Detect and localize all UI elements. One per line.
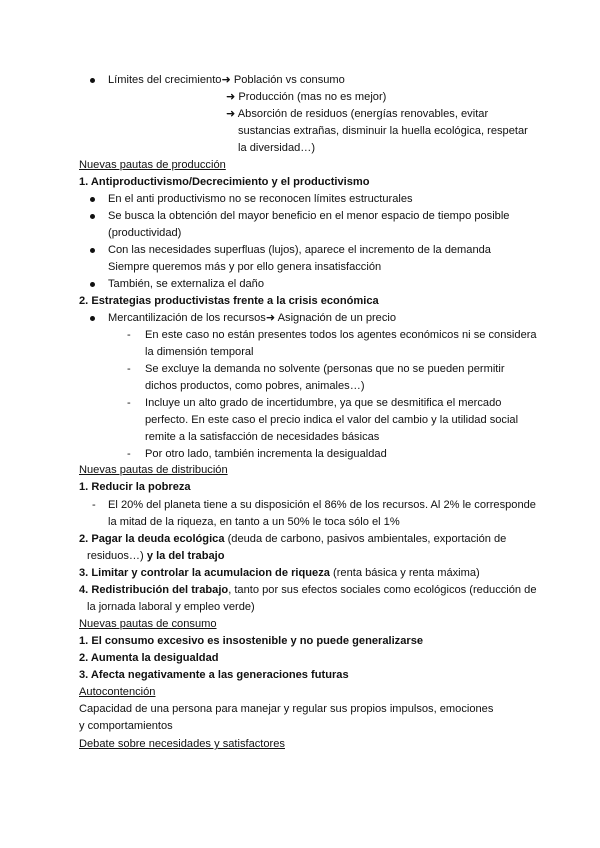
subsection-title: 1. Reducir la pobreza (79, 481, 191, 493)
list-item-bold: y la del trabajo (146, 550, 225, 562)
list-item-bold: 2. Pagar la deuda ecológica (79, 533, 225, 545)
list-item: 3. Afecta negativamente a las generaciones futuras (79, 669, 349, 681)
arrow-icon: ➜ (265, 312, 276, 324)
list-item: Siempre queremos más y por ello genera insatisfacción (108, 261, 382, 273)
list-item (108, 311, 396, 326)
bullet (90, 197, 95, 202)
list-item: la dimensión temporal (145, 346, 254, 358)
limits-item: Absorción de residuos (energías renovables, evitar (237, 108, 489, 120)
list-item: También, se externaliza el daño (108, 278, 265, 290)
list-item: 2. Aumenta la desigualdad (79, 652, 219, 664)
list-item: la jornada laboral y empleo verde) (87, 601, 255, 613)
limits-label: Límites del crecimiento (108, 74, 222, 86)
limits-line: sustancias extrañas, disminuir la huella ecológica, respetar (238, 125, 528, 137)
list-item: perfecto. En este caso el precio indica el valor del cambio y la utilidad social (145, 414, 519, 426)
dash-marker: - (127, 363, 131, 375)
bullet (90, 78, 95, 83)
list-item (79, 583, 537, 598)
subsection-title: 2. Estrategias productivistas frente a la crisis económica (79, 295, 379, 307)
list-item-text: (renta básica y renta máxima) (329, 567, 480, 579)
section-heading: Debate sobre necesidades y satisfactores (79, 738, 285, 750)
paragraph-line: Capacidad de una persona para manejar y regular sus propios impulsos, emociones (79, 703, 494, 715)
list-item: remite a la satisfacción de necesidades básicas (145, 431, 380, 443)
limits-line: la diversidad…) (238, 142, 316, 154)
section-heading: Nuevas pautas de consumo (79, 618, 217, 630)
list-item-text: Asignación de un precio (277, 312, 397, 324)
paragraph-line: y comportamientos (79, 720, 173, 732)
arrow-icon: ➜ (226, 91, 236, 103)
limits-line (108, 73, 345, 88)
list-item: En el anti productivismo no se reconocen límites estructurales (108, 193, 413, 205)
list-item (79, 566, 480, 581)
list-item (79, 532, 506, 547)
list-item: Se busca la obtención del mayor beneficio en el menor espacio de tiempo posible (108, 210, 510, 222)
bullet (90, 282, 95, 287)
list-item: Por otro lado, también incrementa la desigualdad (145, 448, 387, 460)
bullet (90, 248, 95, 253)
arrow-icon: ➜ (226, 108, 236, 120)
list-item: (productividad) (108, 227, 182, 239)
dash-marker: - (127, 397, 131, 409)
list-item: 1. El consumo excesivo es insostenible y no puede generalizarse (79, 635, 424, 647)
list-item: Con las necesidades superfluas (lujos), aparece el incremento de la demanda (108, 244, 491, 256)
list-item: El 20% del planeta tiene a su disposición el 86% de los recursos. Al 2% le corresponde (108, 499, 536, 511)
list-item-text: , tanto por sus efectos sociales como ecológicos (reducción de (228, 584, 537, 596)
limits-line (226, 107, 488, 122)
bullet (90, 316, 95, 321)
dash-marker: - (127, 329, 131, 341)
list-item: la mitad de la riqueza, en tanto a un 50% le toca sólo el 1% (108, 516, 400, 528)
list-item: En este caso no están presentes todos los agentes económicos ni se considera (145, 329, 537, 341)
limits-line (226, 90, 386, 105)
list-item-text: Mercantilización de los recursos (108, 312, 266, 324)
section-heading: Nuevas pautas de producción (79, 159, 226, 171)
list-item: Se excluye la demanda no solvente (personas que no se pueden permitir (145, 363, 505, 375)
list-item: Incluye un alto grado de incertidumbre, ya que se desmitifica el mercado (145, 397, 502, 409)
list-item-bold: 3. Limitar y controlar la acumulacion de riqueza (79, 567, 330, 579)
list-item-text: (deuda de carbono, pasivos ambientales, exportación de (224, 533, 507, 545)
arrow-icon: ➜ (221, 74, 231, 86)
list-item: dichos productos, como pobres, animales…) (145, 380, 365, 392)
dash-marker: - (127, 448, 131, 460)
section-heading: Autocontención (79, 686, 156, 698)
bullet (90, 214, 95, 219)
subsection-title: 1. Antiproductivismo/Decrecimiento y el productivismo (79, 176, 370, 188)
limits-item: Producción (mas no es mejor) (238, 91, 387, 103)
list-item (87, 549, 225, 564)
list-item-text: residuos…) (87, 550, 147, 562)
dash-marker: - (92, 499, 96, 511)
section-heading: Nuevas pautas de distribución (79, 464, 228, 476)
list-item-bold: 4. Redistribución del trabajo (79, 584, 229, 596)
limits-item: Población vs consumo (233, 74, 345, 86)
